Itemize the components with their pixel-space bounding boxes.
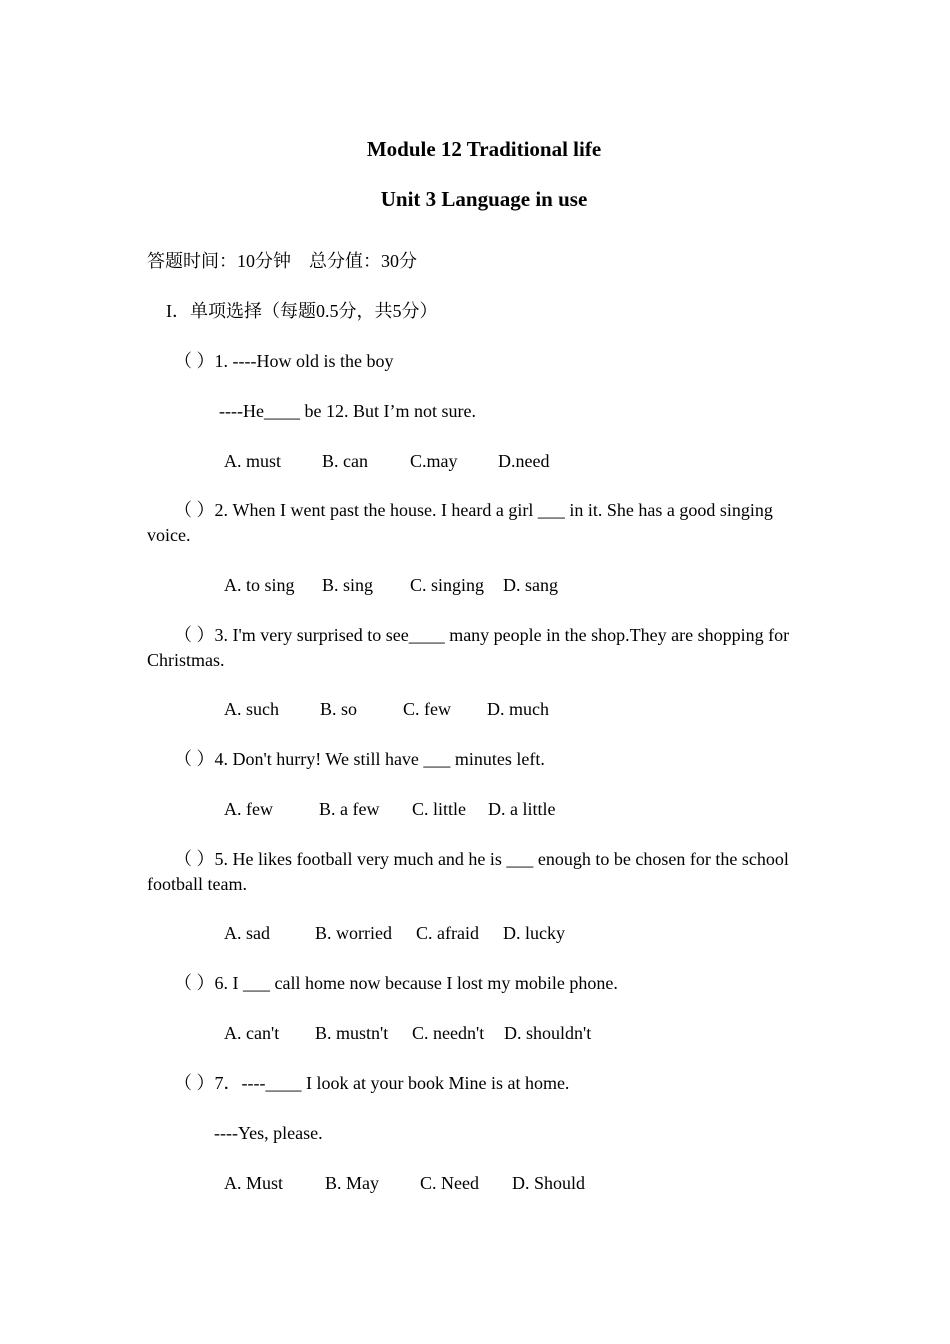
question-1 — [147, 349, 812, 374]
question-text: 4. Don't hurry! We still have ___ minutes left. — [214, 749, 545, 769]
option-c: C. afraid — [416, 923, 479, 943]
option-c: C. Need — [420, 1173, 479, 1193]
option-c: C.may — [410, 451, 458, 471]
option-a: A. must — [224, 451, 282, 471]
option-a: A. such — [224, 699, 279, 719]
answer-blank: （ ） — [174, 749, 215, 769]
option-a: A. sad — [224, 923, 270, 943]
option-a: A. to sing — [224, 575, 295, 595]
question-7-dialogue: ----Yes, please. — [214, 1123, 323, 1143]
question-7 — [147, 1071, 812, 1096]
question-text: 1. ----How old is the boy — [214, 351, 394, 371]
option-c: C. few — [403, 699, 451, 719]
question-text: 5. He likes football very much and he is ___ enough to be chosen for the school football team. — [147, 849, 789, 894]
exam-meta: 答题时间：10分钟 总分值：30分 — [147, 251, 417, 271]
document-subtitle: Unit 3 Language in use — [380, 187, 588, 211]
question-text: 2. When I went past the house. I heard a girl ___ in it. She has a good singing voice. — [147, 500, 773, 545]
option-a: A. Must — [224, 1173, 284, 1193]
answer-blank: （ ） — [174, 351, 215, 371]
option-b: B. worried — [315, 923, 392, 943]
answer-blank: （ ） — [174, 849, 215, 869]
question-6 — [147, 971, 812, 996]
answer-blank: （ ） — [174, 973, 215, 993]
option-b: B. sing — [322, 575, 374, 595]
option-d: D. sang — [503, 575, 558, 595]
option-b: B. so — [320, 699, 358, 719]
option-b: B. mustn't — [315, 1023, 389, 1043]
option-d: D. a little — [488, 799, 556, 819]
document-title: Module 12 Traditional life — [366, 137, 602, 161]
answer-blank: （ ） — [174, 625, 215, 645]
option-d: D. Should — [512, 1173, 586, 1193]
section-heading: I．单项选择（每题0.5分，共5分） — [166, 301, 438, 321]
option-d: D. lucky — [503, 923, 565, 943]
option-c: C. needn't — [412, 1023, 485, 1043]
option-a: A. can't — [224, 1023, 280, 1043]
option-c: C. little — [412, 799, 466, 819]
answer-blank: （ ） — [174, 500, 215, 520]
option-b: B. a few — [319, 799, 380, 819]
option-c: C. singing — [410, 575, 485, 595]
question-text: 7．----____ I look at your book Mine is at home. — [214, 1073, 570, 1093]
question-text: 6. I ___ call home now because I lost my mobile phone. — [214, 973, 618, 993]
option-b: B. can — [322, 451, 368, 471]
question-text: 3. I'm very surprised to see____ many people in the shop.They are shopping for Christmas. — [147, 625, 790, 670]
question-5 — [147, 847, 812, 897]
answer-blank: （ ） — [174, 1073, 215, 1093]
question-2 — [147, 498, 812, 548]
option-d: D. much — [487, 699, 549, 719]
question-3 — [147, 623, 812, 673]
question-4 — [147, 747, 812, 772]
option-d: D. shouldn't — [504, 1023, 592, 1043]
option-a: A. few — [224, 799, 273, 819]
question-1-dialogue: ----He____ be 12. But I’m not sure. — [219, 401, 476, 421]
option-b: B. May — [325, 1173, 379, 1193]
option-d: D.need — [498, 451, 550, 471]
